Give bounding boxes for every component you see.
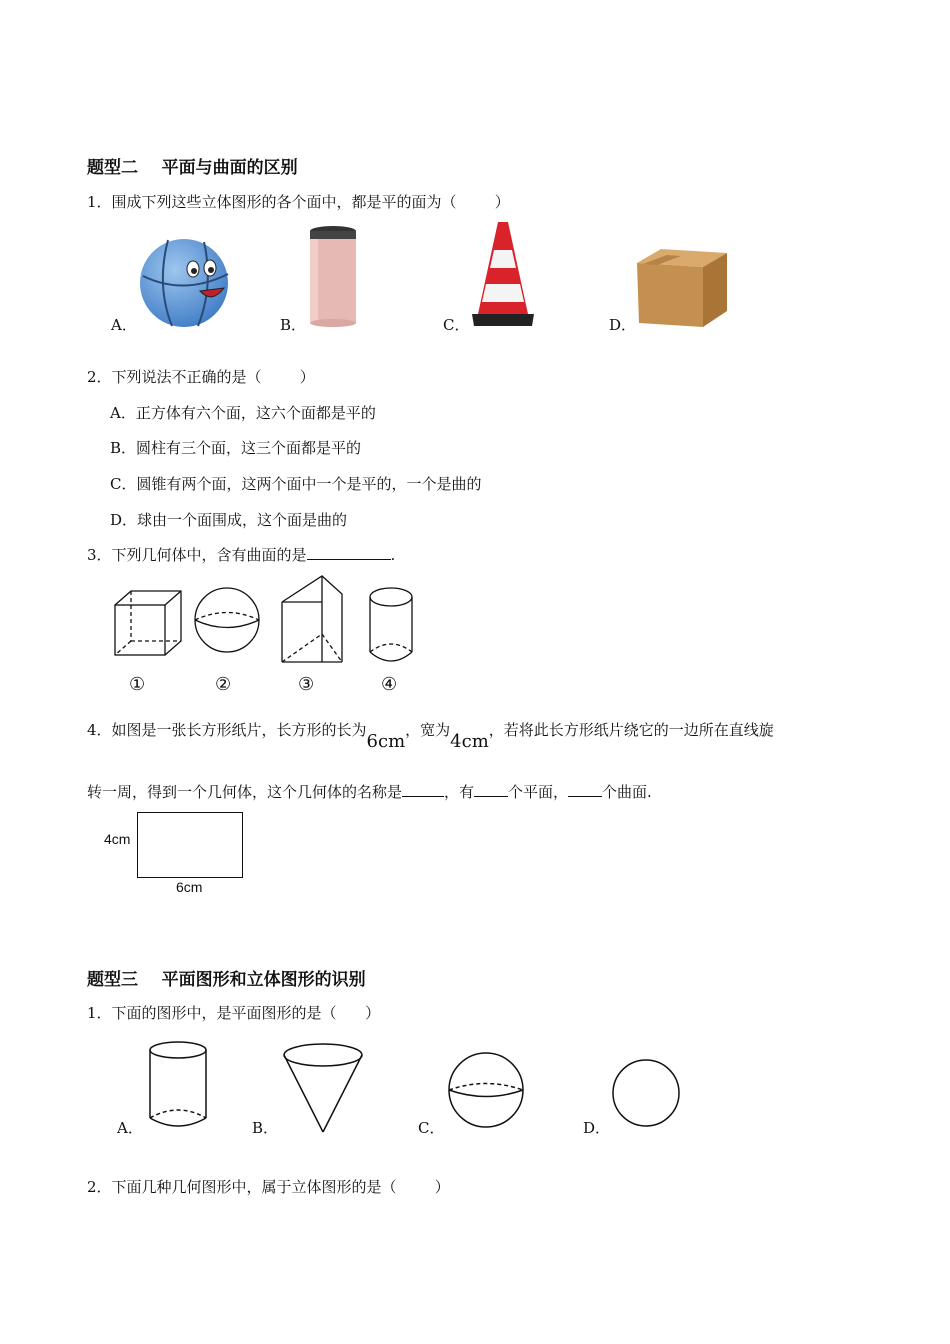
cylinder-outline: [148, 1040, 210, 1132]
rectangle-side-label: 4cm: [104, 831, 131, 847]
cylinder-can-image: [307, 223, 367, 329]
section-3-question-2-text: 2．下面几种几何图形中，属于立体图形的是（ ）: [87, 1178, 450, 1196]
cone-outline: [282, 1042, 366, 1134]
section-3-question-1-text: 1．下面的图形中，是平面图形的是（ ）: [87, 1004, 381, 1022]
figure-number-3: ③: [298, 674, 315, 695]
question-4-line-2: 转一周，得到一个几何体，这个几何体的名称是 ，有 个平面， 个曲面.: [87, 783, 652, 801]
figure-number-4: ④: [381, 674, 398, 695]
cube-figure: [113, 589, 183, 659]
section-title-3: 题型三 平面图形和立体图形的识别: [87, 970, 366, 990]
answer-blank: [568, 782, 602, 797]
question-4-line-1: 4．如图是一张长方形纸片，长方形的长为6cm，宽为4cm，若将此长方形纸片绕它的一边所在直线旋: [87, 721, 774, 752]
figure-number-1: ①: [129, 674, 146, 695]
answer-blank: [307, 545, 391, 560]
answer-blank: [402, 782, 444, 797]
section-3-option-b-label: B．: [252, 1119, 279, 1137]
cardboard-box-image: [637, 249, 732, 329]
section-3-option-d-label: D．: [583, 1119, 611, 1137]
sphere-figure: [193, 587, 263, 657]
section-3-option-c-label: C．: [418, 1119, 445, 1137]
section-title-2: 题型二 平面与曲面的区别: [87, 158, 298, 178]
question-1-text: 1．围成下列这些立体图形的各个面中，都是平的面为（ ）: [87, 193, 510, 211]
question-2-option-a: A．正方体有六个面，这六个面都是平的: [110, 404, 376, 422]
figure-number-2: ②: [215, 674, 232, 695]
question-2-option-b: B．圆柱有三个面，这三个面都是平的: [110, 439, 362, 457]
rectangle-figure: [137, 812, 243, 878]
question-2-option-d: D．球由一个面围成，这个面是曲的: [110, 511, 348, 529]
option-a-label: A．: [111, 316, 137, 334]
question-2-text: 2．下列说法不正确的是（ ）: [87, 368, 315, 386]
option-c-label: C．: [443, 316, 470, 334]
sphere-outline: [447, 1051, 527, 1131]
section-3-option-a-label: A．: [117, 1119, 143, 1137]
option-b-label: B．: [280, 316, 307, 334]
question-2-option-c: C．圆锥有两个面，这两个面中一个是平的，一个是曲的: [110, 475, 482, 493]
question-3-text: 3．下列几何体中，含有曲面的是 .: [87, 546, 396, 564]
answer-blank: [474, 782, 508, 797]
cylinder-figure: [368, 586, 418, 666]
triangular-prism-figure: [280, 574, 346, 664]
option-d-label: D．: [609, 316, 637, 334]
traffic-cone-image: [470, 222, 540, 332]
basketball-image: [138, 236, 238, 336]
circle-outline: [610, 1057, 682, 1129]
rectangle-bottom-label: 6cm: [176, 879, 203, 895]
